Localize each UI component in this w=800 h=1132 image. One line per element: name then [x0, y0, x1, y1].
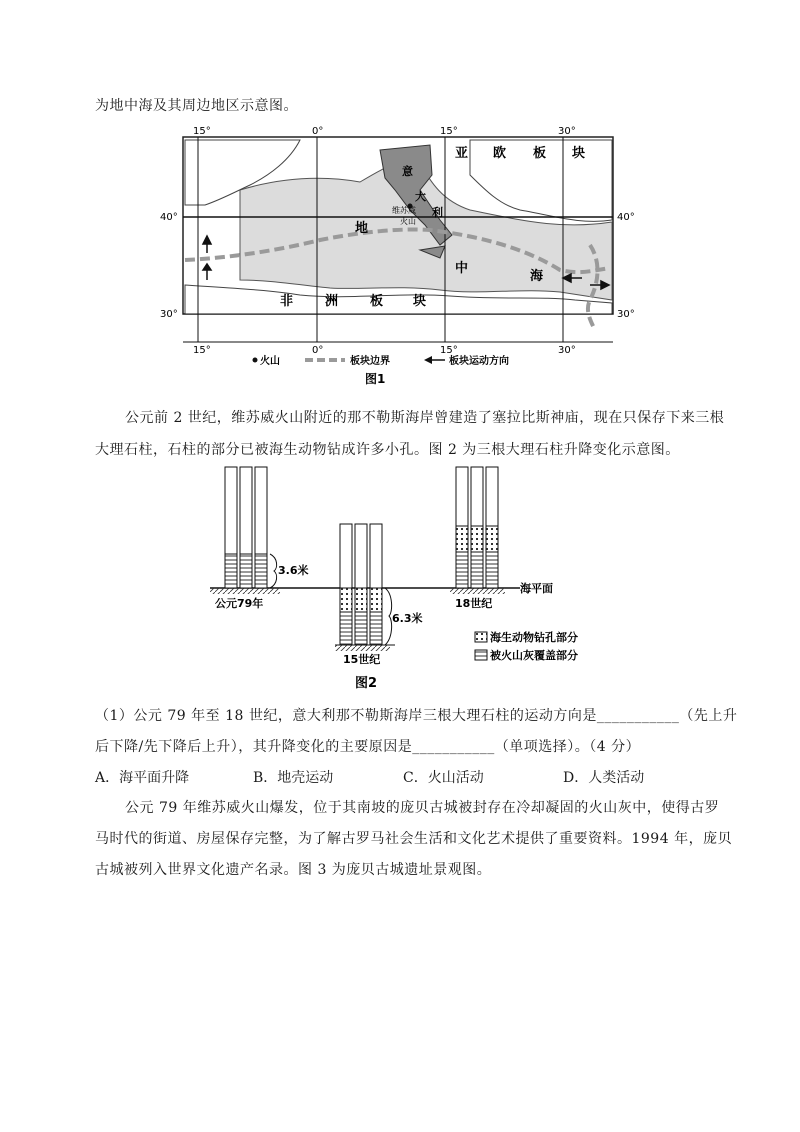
africa-label-2: 洲 [325, 294, 339, 309]
legend-volcano-icon [253, 358, 258, 363]
lat-left-40: 40° [160, 212, 178, 223]
legend-volcano: 火山 [260, 356, 280, 367]
lon-top-1: 15° [193, 126, 211, 137]
vesuvius-label: 维苏威 [392, 206, 416, 215]
legend-arrow-icon [424, 356, 445, 364]
sea-label-2: 中 [455, 261, 469, 276]
paragraph-1-line-2: 大理石柱，石柱的部分已被海生动物钻成许多小孔。图 2 为三根大理石柱升降变化示意图。 [95, 442, 680, 458]
intro-text: 为地中海及其周边地区示意图。 [95, 98, 298, 114]
paragraph-2-line-3: 古城被列入世界文化遗产名录。图 3 为庞贝古城遗址景观图。 [95, 862, 492, 878]
legend-ash-icon [475, 650, 487, 660]
option-b: B．地壳运动 [253, 770, 334, 786]
sea-label-3: 海 [530, 269, 544, 284]
paragraph-2-line-2: 马时代的街道、房屋保存完整，为了解古罗马社会生活和文化艺术提供了重要资料。1994 年，庞贝 [95, 831, 733, 847]
option-a: A．海平面升降 [95, 770, 190, 786]
eurasia-label-1: 亚 [455, 146, 469, 161]
lat-left-30: 30° [160, 309, 178, 320]
legend-ash: 被火山灰覆盖部分 [490, 649, 578, 662]
lon-top-3: 15° [440, 126, 458, 137]
label-18th-century: 18世纪 [455, 597, 493, 610]
legend-boundary: 板块边界 [350, 356, 390, 367]
volcano-small-label: 火山 [400, 217, 416, 226]
label-15th-century: 15世纪 [343, 653, 381, 666]
figure-2-columns [0, 462, 800, 692]
question-line-2: 后下降/先下降后上升），其升降变化的主要原因是___________（单项选择）。（4 分） [95, 739, 641, 755]
lon-bottom-3: 15° [440, 345, 458, 356]
lon-top-2: 0° [312, 126, 324, 137]
legend-direction: 板块运动方向 [449, 356, 509, 367]
eurasia-label-4: 块 [572, 146, 586, 161]
paragraph-1-line-1: 公元前 2 世纪，维苏威火山附近的那不勒斯海岸曾建造了塞拉比斯神庙，现在只保存下来三根 [125, 410, 725, 426]
legend-bored-icon [475, 632, 487, 642]
eurasia-label-3: 板 [533, 146, 547, 161]
africa-label-1: 非 [280, 294, 294, 309]
sea-level-label: 海平面 [520, 582, 553, 595]
figure-1-map [0, 120, 800, 420]
columns-15th-century [340, 524, 382, 645]
height-3-6: 3.6米 [278, 564, 309, 577]
italy-label-3: 利 [432, 206, 443, 219]
columns-18th-century [456, 467, 498, 588]
figure-2-caption: 图2 [355, 676, 378, 691]
figure-1-caption: 图1 [365, 372, 386, 386]
height-6-3: 6.3米 [392, 612, 423, 625]
lon-bottom-2: 0° [312, 345, 324, 356]
legend-bored: 海生动物钻孔部分 [490, 631, 578, 644]
lat-right-40: 40° [617, 212, 635, 223]
italy-label-2: 大 [415, 190, 426, 203]
lon-bottom-1: 15° [193, 345, 211, 356]
africa-label-4: 块 [413, 294, 427, 309]
lon-bottom-4: 30° [558, 345, 576, 356]
lon-top-4: 30° [558, 126, 576, 137]
option-c: C．火山活动 [403, 770, 484, 786]
option-d: D．人类活动 [563, 770, 645, 786]
sea-label-1: 地 [355, 221, 369, 236]
africa-label-3: 板 [370, 294, 384, 309]
italy-label-1: 意 [402, 165, 413, 178]
paragraph-2-line-1: 公元 79 年维苏威火山爆发，位于其南坡的庞贝古城被封存在冷却凝固的火山灰中，使得古罗 [125, 800, 720, 816]
eurasia-label-2: 欧 [493, 146, 507, 161]
lat-right-30: 30° [617, 309, 635, 320]
question-line-1: （1）公元 79 年至 18 世纪，意大利那不勒斯海岸三根大理石柱的运动方向是___________（先上升 [95, 708, 738, 724]
label-79ad: 公元79年 [215, 597, 264, 610]
columns-79ad [225, 467, 267, 588]
